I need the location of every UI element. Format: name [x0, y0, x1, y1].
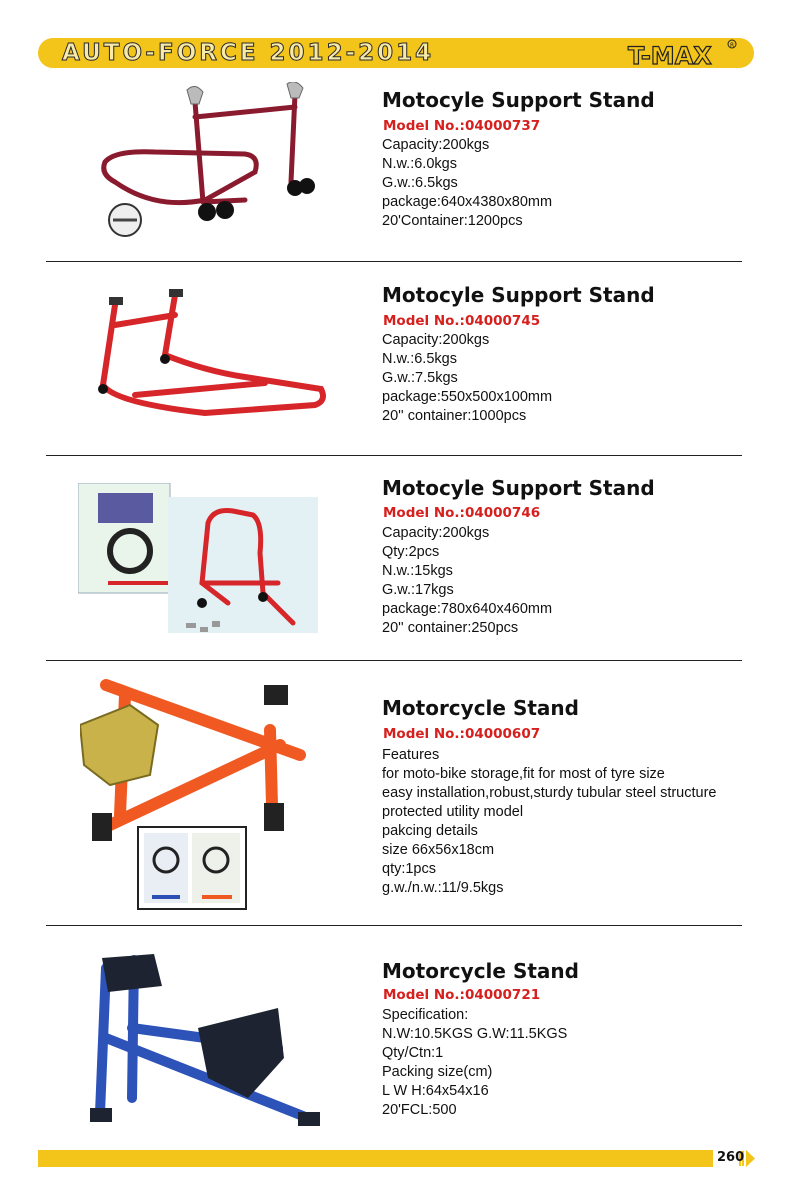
spec-line: Qty/Ctn:1 — [382, 1045, 444, 1061]
spec-line: g.w./n.w.:11/9.5kgs — [382, 880, 504, 896]
product-title: Motorcycle Stand — [382, 959, 579, 983]
spec-line: size 66x56x18cm — [382, 842, 495, 858]
page-number: 260 — [717, 1150, 745, 1165]
paddock-stand-photo — [95, 285, 335, 425]
product-title: Motocyle Support Stand — [382, 88, 655, 112]
product-title: Motorcycle Stand — [382, 696, 579, 720]
section-divider — [46, 660, 742, 661]
spec-line: 20'Container:1200pcs — [382, 213, 523, 229]
model-number: Model No.:04000746 — [383, 505, 541, 521]
spec-list — [382, 746, 716, 898]
catalog-title: AUTO-FORCE 2012-2014 — [62, 40, 435, 66]
spec-line: G.w.:17kgs — [382, 582, 454, 598]
section-divider — [46, 455, 742, 456]
spec-line: G.w.:7.5kgs — [382, 370, 458, 386]
spec-line: easy installation,robust,sturdy tubular steel structure — [382, 785, 717, 801]
spec-line: pakcing details — [382, 823, 478, 839]
spec-line: L W H:64x54x16 — [382, 1083, 489, 1099]
spec-line: protected utility model — [382, 804, 524, 820]
product-title: Motocyle Support Stand — [382, 283, 655, 307]
svg-text:T-MAX: T-MAX — [628, 42, 712, 70]
spec-line: Capacity:200kgs — [382, 137, 490, 153]
spec-line: Capacity:200kgs — [382, 332, 490, 348]
spec-line: 20'' container:1000pcs — [382, 408, 527, 424]
spec-line: package:780x640x460mm — [382, 601, 553, 617]
spec-line: package:550x500x100mm — [382, 389, 553, 405]
model-number: Model No.:04000737 — [383, 118, 541, 134]
spec-line: qty:1pcs — [382, 861, 436, 877]
product-title: Motocyle Support Stand — [382, 476, 655, 500]
svg-text:R: R — [730, 42, 735, 49]
spec-list — [382, 1006, 567, 1120]
spec-line: for moto-bike storage,fit for most of tyre size — [382, 766, 665, 782]
spec-line: N.W:10.5KGS G.W:11.5KGS — [382, 1026, 568, 1042]
section-divider — [46, 925, 742, 926]
spec-line: package:640x4380x80mm — [382, 194, 553, 210]
spec-line: G.w.:6.5kgs — [382, 175, 458, 191]
spec-line: N.w.:6.5kgs — [382, 351, 457, 367]
spec-line: Qty:2pcs — [382, 544, 440, 560]
model-number: Model No.:04000745 — [383, 313, 541, 329]
spec-line: 20'' container:250pcs — [382, 620, 519, 636]
spec-line: Specification: — [382, 1007, 469, 1023]
wheel-chock-stand-photo — [80, 675, 320, 911]
page-number-tab — [713, 1148, 755, 1169]
blue-wheel-chock-photo — [88, 948, 328, 1130]
t-max-logo — [620, 34, 744, 74]
spec-line: N.w.:15kgs — [382, 563, 453, 579]
section-divider — [46, 261, 742, 262]
model-number: Model No.:04000721 — [383, 987, 541, 1003]
spec-line: N.w.:6.0kgs — [382, 156, 457, 172]
spec-list — [382, 524, 552, 638]
model-number: Model No.:04000607 — [383, 726, 541, 742]
rear-stand-photo — [95, 82, 345, 242]
spec-list — [382, 331, 552, 426]
footer-bar — [38, 1150, 713, 1167]
spec-list — [382, 136, 552, 231]
front-stand-photo — [78, 483, 323, 643]
spec-line: Capacity:200kgs — [382, 525, 490, 541]
spec-line: 20'FCL:500 — [382, 1102, 457, 1118]
spec-line: Packing size(cm) — [382, 1064, 493, 1080]
spec-line: Features — [382, 747, 440, 763]
